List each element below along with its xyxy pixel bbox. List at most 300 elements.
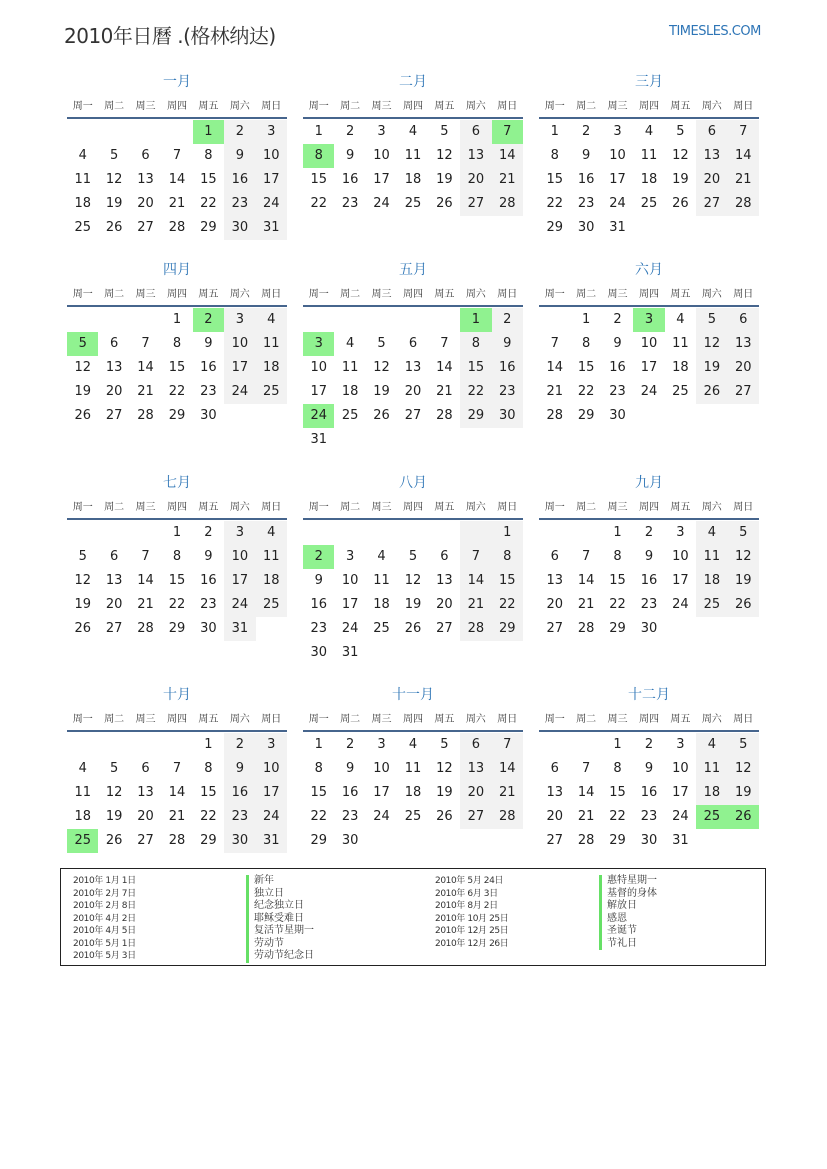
day-cell: 24 — [609, 196, 626, 211]
empty-cell — [303, 308, 334, 332]
day-cell: 26 — [436, 196, 453, 211]
holiday-date: 2010年 6月 3日 — [435, 888, 498, 899]
month-name: 五月 — [399, 262, 427, 278]
day-cell: 26 — [373, 408, 390, 423]
day-cell: 29 — [460, 404, 491, 428]
day-cell: 14 — [168, 785, 186, 800]
day-cell: 22 — [168, 384, 186, 399]
day-cell: 25 — [696, 805, 727, 829]
holiday-name: 基督的身体 — [599, 888, 657, 901]
day-cell: 9 — [644, 549, 654, 564]
weekday-header — [539, 710, 759, 732]
empty-cell — [67, 308, 98, 332]
day-cell: 13 — [105, 573, 123, 588]
weekday-label: 周五 — [198, 502, 219, 513]
empty-cell — [161, 733, 192, 757]
day-cell: 30 — [224, 829, 255, 853]
day-cell: 8 — [303, 144, 334, 168]
day-cell: 12 — [696, 332, 727, 356]
day-cell: 21 — [728, 168, 759, 192]
day-cell: 28 — [168, 220, 186, 235]
weekday-label: 周四 — [402, 714, 423, 725]
day-cell: 7 — [581, 761, 591, 776]
holiday-name: 劳动节纪念日 — [246, 950, 314, 963]
day-cell: 8 — [581, 336, 591, 351]
day-cell: 1 — [550, 124, 559, 139]
day-cell: 31 — [672, 833, 689, 848]
day-cell: 12 — [74, 360, 91, 375]
day-cell: 30 — [609, 408, 626, 423]
empty-cell — [539, 733, 570, 757]
day-cell: 20 — [460, 168, 491, 192]
holiday-list — [60, 868, 766, 966]
day-cell: 10 — [341, 573, 359, 588]
day-grid — [539, 521, 759, 641]
month-name: 十二月 — [628, 687, 670, 703]
day-cell: 13 — [696, 144, 727, 168]
empty-cell — [130, 521, 161, 545]
day-cell: 20 — [137, 809, 154, 824]
day-cell: 23 — [341, 809, 359, 824]
day-cell: 2 — [644, 525, 654, 540]
day-cell: 5 — [78, 549, 87, 564]
day-cell: 23 — [341, 196, 359, 211]
day-cell: 24 — [672, 597, 689, 612]
empty-cell — [67, 120, 98, 144]
weekday-label: 周二 — [340, 714, 361, 725]
day-cell: 4 — [256, 521, 287, 545]
day-cell: 20 — [436, 597, 453, 612]
day-cell: 4 — [696, 733, 727, 757]
weekday-header — [303, 710, 523, 732]
day-cell: 23 — [310, 621, 327, 636]
month-block — [303, 72, 523, 216]
weekday-label: 周六 — [229, 502, 250, 513]
day-cell: 6 — [141, 148, 150, 163]
day-cell: 10 — [310, 360, 327, 375]
weekday-label: 周五 — [670, 101, 691, 112]
day-cell: 2 — [224, 120, 255, 144]
day-cell: 30 — [310, 645, 327, 660]
day-cell: 18 — [404, 785, 422, 800]
weekday-label: 周三 — [135, 289, 156, 300]
holiday-date: 2010年 5月 1日 — [73, 938, 136, 949]
day-cell: 7 — [581, 549, 591, 564]
day-cell: 4 — [676, 312, 685, 327]
day-cell: 4 — [78, 761, 87, 776]
day-cell: 9 — [613, 336, 622, 351]
day-cell: 14 — [492, 757, 523, 781]
weekday-label: 周六 — [465, 101, 486, 112]
day-cell: 30 — [640, 833, 658, 848]
day-cell: 18 — [256, 356, 287, 380]
day-cell: 25 — [672, 384, 689, 399]
day-cell: 22 — [200, 196, 217, 211]
empty-cell — [130, 308, 161, 332]
weekday-label: 周六 — [465, 289, 486, 300]
day-cell: 9 — [492, 332, 523, 356]
empty-cell — [539, 308, 570, 332]
day-cell: 28 — [460, 617, 491, 641]
holiday-date: 2010年 2月 7日 — [73, 888, 136, 899]
day-cell: 18 — [74, 809, 91, 824]
day-cell: 10 — [373, 148, 390, 163]
day-cell: 29 — [609, 833, 626, 848]
day-cell: 29 — [200, 833, 217, 848]
weekday-label: 周三 — [607, 502, 628, 513]
day-cell: 21 — [577, 809, 595, 824]
weekday-label: 周六 — [229, 101, 250, 112]
day-cell: 24 — [224, 593, 255, 617]
day-cell: 29 — [168, 408, 186, 423]
holiday-date: 2010年 12月 26日 — [435, 938, 509, 949]
weekday-label: 周四 — [166, 289, 187, 300]
day-cell: 24 — [373, 809, 390, 824]
day-cell: 6 — [109, 336, 119, 351]
day-cell: 25 — [256, 593, 287, 617]
day-cell: 5 — [728, 521, 759, 545]
empty-cell — [130, 733, 161, 757]
holiday-name: 复活节星期一 — [246, 925, 314, 938]
month-block — [539, 685, 759, 853]
day-cell: 29 — [577, 408, 595, 423]
brand-link[interactable]: TIMESLES.COM — [669, 24, 761, 39]
day-cell: 23 — [224, 192, 255, 216]
holiday-name: 节礼日 — [599, 938, 657, 951]
day-cell: 25 — [341, 408, 359, 423]
day-cell: 1 — [314, 124, 323, 139]
weekday-header — [539, 285, 759, 307]
holiday-date: 2010年 1月 1日 — [73, 876, 136, 886]
weekday-label: 周五 — [434, 289, 455, 300]
day-cell: 8 — [613, 761, 622, 776]
day-cell: 22 — [492, 593, 523, 617]
page-title: 2010年日曆 .(格林纳达) — [64, 24, 276, 48]
empty-cell — [366, 521, 397, 545]
day-cell: 24 — [256, 192, 287, 216]
day-cell: 18 — [404, 172, 422, 187]
day-cell: 19 — [74, 597, 91, 612]
weekday-label: 周三 — [135, 502, 156, 513]
day-cell: 21 — [137, 384, 154, 399]
day-cell: 5 — [696, 308, 727, 332]
day-cell: 14 — [460, 569, 491, 593]
day-cell: 18 — [74, 196, 91, 211]
day-cell: 25 — [696, 593, 727, 617]
day-cell: 11 — [341, 360, 359, 375]
day-cell: 26 — [728, 593, 759, 617]
day-cell: 16 — [224, 781, 255, 805]
day-cell: 5 — [676, 124, 685, 139]
day-cell: 7 — [172, 761, 182, 776]
month-block — [67, 685, 287, 853]
day-cell: 15 — [546, 172, 563, 187]
weekday-label: 周四 — [638, 101, 659, 112]
day-cell: 30 — [200, 621, 217, 636]
day-cell: 9 — [224, 144, 255, 168]
empty-cell — [397, 521, 428, 545]
holiday-name: 独立日 — [246, 888, 314, 901]
day-cell: 11 — [373, 573, 390, 588]
day-cell: 9 — [204, 336, 213, 351]
day-cell: 28 — [137, 621, 154, 636]
day-cell: 27 — [546, 833, 563, 848]
weekday-label: 周六 — [229, 714, 250, 725]
day-cell: 4 — [408, 737, 418, 752]
day-cell: 3 — [613, 124, 622, 139]
day-cell: 11 — [74, 785, 91, 800]
holiday-date: 2010年 2月 8日 — [73, 901, 136, 911]
weekday-header — [539, 97, 759, 119]
day-cell: 9 — [345, 761, 355, 776]
day-cell: 19 — [404, 597, 422, 612]
month-name: 二月 — [399, 74, 427, 90]
day-cell: 21 — [137, 597, 154, 612]
day-cell: 6 — [550, 549, 559, 564]
day-cell: 20 — [105, 384, 123, 399]
day-cell: 14 — [137, 360, 154, 375]
weekday-header — [67, 97, 287, 119]
day-cell: 14 — [137, 573, 154, 588]
day-cell: 2 — [492, 308, 523, 332]
day-cell: 21 — [546, 384, 563, 399]
day-cell: 28 — [168, 833, 186, 848]
weekday-label: 周五 — [670, 502, 691, 513]
day-cell: 2 — [303, 545, 334, 569]
day-cell: 28 — [577, 833, 595, 848]
weekday-label: 周日 — [733, 502, 754, 513]
day-cell: 18 — [672, 360, 689, 375]
holiday-name: 惠特星期一 — [599, 875, 657, 888]
day-cell: 10 — [224, 545, 255, 569]
day-cell: 2 — [345, 124, 355, 139]
day-cell: 17 — [224, 569, 255, 593]
weekday-label: 周三 — [371, 502, 392, 513]
day-cell: 13 — [546, 785, 563, 800]
day-cell: 26 — [105, 220, 123, 235]
weekday-label: 周一 — [544, 289, 565, 300]
weekday-label: 周日 — [261, 502, 282, 513]
weekday-header — [303, 498, 523, 520]
day-cell: 23 — [609, 384, 626, 399]
day-grid — [67, 521, 287, 641]
day-cell: 8 — [613, 549, 622, 564]
month-name: 八月 — [399, 475, 427, 491]
day-cell: 3 — [633, 308, 664, 332]
weekday-label: 周日 — [261, 101, 282, 112]
holiday-date: 2010年 5月 24日 — [435, 876, 504, 886]
day-cell: 27 — [404, 408, 422, 423]
holiday-name: 纪念独立日 — [246, 900, 314, 913]
day-cell: 24 — [224, 380, 255, 404]
empty-cell — [460, 521, 491, 545]
weekday-header — [303, 97, 523, 119]
day-cell: 28 — [492, 805, 523, 829]
weekday-label: 周一 — [308, 714, 329, 725]
day-cell: 15 — [168, 360, 186, 375]
day-cell: 7 — [440, 336, 449, 351]
month-name: 九月 — [635, 475, 663, 491]
holiday-date: 2010年 8月 2日 — [435, 901, 498, 911]
day-cell: 19 — [696, 356, 727, 380]
month-name: 六月 — [635, 262, 663, 278]
month-block — [539, 260, 759, 428]
weekday-label: 周五 — [670, 714, 691, 725]
day-cell: 29 — [492, 617, 523, 641]
day-cell: 23 — [224, 805, 255, 829]
day-cell: 17 — [609, 172, 626, 187]
weekday-label: 周六 — [465, 502, 486, 513]
day-cell: 5 — [408, 549, 418, 564]
day-cell: 15 — [609, 573, 626, 588]
day-cell: 15 — [577, 360, 595, 375]
day-cell: 12 — [105, 785, 123, 800]
weekday-label: 周六 — [701, 502, 722, 513]
weekday-label: 周三 — [607, 289, 628, 300]
day-cell: 1 — [613, 737, 622, 752]
day-cell: 9 — [644, 761, 654, 776]
day-cell: 10 — [672, 549, 689, 564]
day-grid — [539, 120, 759, 240]
day-cell: 27 — [460, 805, 491, 829]
day-cell: 15 — [460, 356, 491, 380]
day-cell: 20 — [460, 781, 491, 805]
day-cell: 21 — [492, 781, 523, 805]
day-cell: 1 — [172, 525, 182, 540]
day-cell: 12 — [728, 757, 759, 781]
day-cell: 24 — [256, 805, 287, 829]
day-cell: 30 — [640, 621, 658, 636]
month-block — [67, 260, 287, 428]
holiday-names-left — [246, 875, 314, 963]
day-cell: 17 — [672, 573, 689, 588]
day-cell: 1 — [193, 120, 224, 144]
weekday-label: 周六 — [701, 289, 722, 300]
day-cell: 11 — [404, 148, 422, 163]
day-cell: 20 — [546, 597, 563, 612]
month-name: 十月 — [163, 687, 191, 703]
day-cell: 14 — [492, 144, 523, 168]
empty-cell — [366, 308, 397, 332]
day-cell: 4 — [345, 336, 355, 351]
day-cell: 14 — [546, 360, 563, 375]
day-cell: 8 — [172, 549, 182, 564]
day-cell: 8 — [204, 148, 213, 163]
day-cell: 13 — [460, 144, 491, 168]
day-cell: 14 — [436, 360, 453, 375]
day-cell: 7 — [172, 148, 182, 163]
month-name: 十一月 — [392, 687, 434, 703]
holiday-date: 2010年 4月 2日 — [73, 913, 136, 924]
day-cell: 4 — [408, 124, 418, 139]
weekday-label: 周一 — [72, 714, 93, 725]
month-name: 一月 — [163, 74, 191, 90]
day-grid — [67, 120, 287, 240]
day-cell: 10 — [609, 148, 626, 163]
day-cell: 3 — [303, 332, 334, 356]
weekday-label: 周四 — [166, 714, 187, 725]
day-cell: 27 — [696, 192, 727, 216]
empty-cell — [98, 120, 129, 144]
day-cell: 28 — [436, 408, 453, 423]
day-cell: 21 — [460, 593, 491, 617]
day-cell: 17 — [373, 785, 390, 800]
weekday-label: 周二 — [104, 101, 125, 112]
day-cell: 6 — [460, 733, 491, 757]
day-cell: 20 — [696, 168, 727, 192]
day-cell: 26 — [696, 380, 727, 404]
month-name: 四月 — [163, 262, 191, 278]
day-cell: 7 — [728, 120, 759, 144]
day-cell: 8 — [172, 336, 182, 351]
day-cell: 16 — [577, 172, 595, 187]
day-cell: 5 — [109, 148, 119, 163]
day-cell: 12 — [105, 172, 123, 187]
weekday-label: 周一 — [72, 289, 93, 300]
day-cell: 1 — [581, 312, 591, 327]
day-cell: 23 — [640, 597, 658, 612]
day-cell: 28 — [546, 408, 563, 423]
day-cell: 8 — [204, 761, 213, 776]
day-cell: 5 — [67, 332, 98, 356]
holiday-dates-left — [73, 875, 136, 963]
month-block — [303, 260, 523, 452]
day-cell: 15 — [200, 785, 217, 800]
day-cell: 23 — [200, 597, 217, 612]
day-cell: 4 — [696, 521, 727, 545]
empty-cell — [334, 521, 365, 545]
month-block — [539, 72, 759, 240]
day-cell: 6 — [460, 120, 491, 144]
day-cell: 30 — [492, 404, 523, 428]
day-cell: 9 — [314, 573, 323, 588]
weekday-label: 周三 — [607, 101, 628, 112]
day-cell: 28 — [728, 192, 759, 216]
day-cell: 6 — [408, 336, 418, 351]
weekday-label: 周三 — [135, 101, 156, 112]
weekday-label: 周六 — [465, 714, 486, 725]
day-cell: 17 — [310, 384, 327, 399]
weekday-label: 周五 — [434, 101, 455, 112]
weekday-label: 周三 — [371, 289, 392, 300]
day-cell: 6 — [440, 549, 449, 564]
day-cell: 8 — [550, 148, 559, 163]
holiday-name: 解放日 — [599, 900, 657, 913]
day-cell: 18 — [373, 597, 390, 612]
day-cell: 11 — [256, 332, 287, 356]
day-cell: 6 — [550, 761, 559, 776]
holiday-name: 感恩 — [599, 913, 657, 926]
weekday-label: 周五 — [198, 714, 219, 725]
day-cell: 11 — [640, 148, 658, 163]
day-cell: 18 — [341, 384, 359, 399]
day-cell: 29 — [546, 220, 563, 235]
day-cell: 30 — [200, 408, 217, 423]
weekday-label: 周一 — [544, 101, 565, 112]
day-grid — [303, 120, 523, 216]
day-cell: 30 — [224, 216, 255, 240]
day-cell: 7 — [550, 336, 559, 351]
day-grid — [67, 308, 287, 428]
day-cell: 16 — [640, 573, 658, 588]
weekday-label: 周二 — [576, 101, 597, 112]
day-cell: 5 — [440, 124, 449, 139]
day-cell: 2 — [224, 733, 255, 757]
day-cell: 24 — [373, 196, 390, 211]
day-cell: 1 — [314, 737, 323, 752]
day-cell: 11 — [256, 545, 287, 569]
day-cell: 1 — [613, 525, 622, 540]
